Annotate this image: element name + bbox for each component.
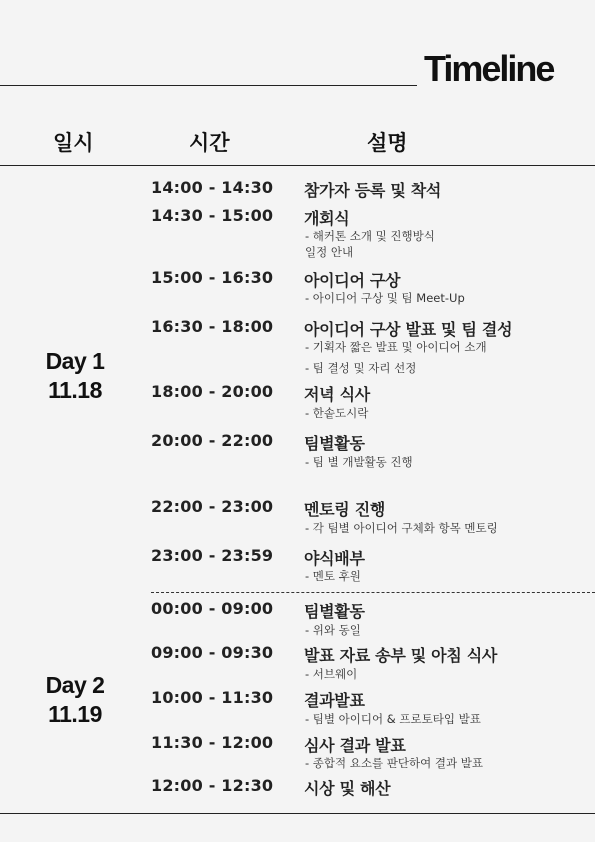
schedule-note: - 팀 결성 및 자리 선정: [305, 361, 417, 375]
day2-date: 11.19: [48, 701, 102, 727]
schedule-note: - 팀 별 개발활동 진행: [305, 455, 413, 469]
schedule-note: - 한솥도시락: [305, 406, 369, 420]
schedule-event: 참가자 등록 및 착석: [304, 181, 442, 200]
schedule-note: - 서브웨이: [305, 667, 358, 681]
schedule-time: 12:00 - 12:30: [151, 776, 274, 795]
schedule-event: 결과발표: [304, 691, 365, 710]
schedule-event: 아이디어 구상: [304, 271, 401, 290]
schedule-event: 팀별활동: [304, 602, 365, 621]
header-rule: [0, 165, 595, 166]
schedule-time: 11:30 - 12:00: [151, 733, 274, 752]
schedule-event: 심사 결과 발표: [304, 736, 406, 755]
schedule-event: 아이디어 구상 발표 및 팀 결성: [304, 320, 513, 339]
schedule-event: 시상 및 해산: [304, 779, 391, 798]
schedule-time: 14:30 - 15:00: [151, 206, 274, 225]
schedule-time: 15:00 - 16:30: [151, 268, 274, 287]
schedule-event: 팀별활동: [304, 434, 365, 453]
schedule-note: - 각 팀별 아이디어 구체화 항목 멘토링: [305, 521, 498, 535]
day1-label: Day 1: [45, 348, 105, 374]
schedule-time: 16:30 - 18:00: [151, 317, 274, 336]
title-rule: [0, 85, 417, 86]
schedule-event: 발표 자료 송부 및 아침 식사: [304, 646, 498, 665]
schedule-note: - 위와 동일: [305, 623, 361, 637]
schedule-note: - 아이디어 구상 및 팀 Meet-Up: [305, 291, 465, 305]
schedule-time: 00:00 - 09:00: [151, 599, 274, 618]
schedule-note: - 팀별 아이디어 & 프로토타입 발표: [305, 712, 481, 726]
header-date: 일시: [53, 131, 94, 155]
schedule-event: 멘토링 진행: [304, 500, 386, 519]
schedule-note: 일정 안내: [305, 245, 354, 259]
day1-block: [30, 347, 120, 405]
schedule-time: 09:00 - 09:30: [151, 643, 274, 662]
day-divider: [151, 592, 595, 593]
footer-rule: [0, 813, 595, 814]
page-title: Timeline: [424, 48, 554, 89]
schedule-time: 23:00 - 23:59: [151, 546, 274, 565]
schedule-time: 18:00 - 20:00: [151, 382, 274, 401]
schedule-time: 22:00 - 23:00: [151, 497, 274, 516]
header-description: 설명: [367, 131, 408, 155]
schedule-note: - 멘토 후원: [305, 569, 361, 583]
schedule-note: - 종합적 요소를 판단하여 결과 발표: [305, 756, 483, 770]
schedule-event: 야식배부: [304, 549, 365, 568]
schedule-note: - 기획자 짧은 발표 및 아이디어 소개: [305, 340, 487, 354]
schedule-event: 저녁 식사: [304, 385, 370, 404]
day1-date: 11.18: [48, 377, 102, 403]
schedule-time: 20:00 - 22:00: [151, 431, 274, 450]
day2-block: [30, 671, 120, 729]
schedule-event: 개회식: [304, 209, 350, 228]
schedule-time: 14:00 - 14:30: [151, 178, 274, 197]
day2-label: Day 2: [45, 672, 105, 698]
header-time: 시간: [189, 131, 230, 155]
schedule-time: 10:00 - 11:30: [151, 688, 274, 707]
schedule-note: - 해커톤 소개 및 진행방식: [305, 229, 435, 243]
